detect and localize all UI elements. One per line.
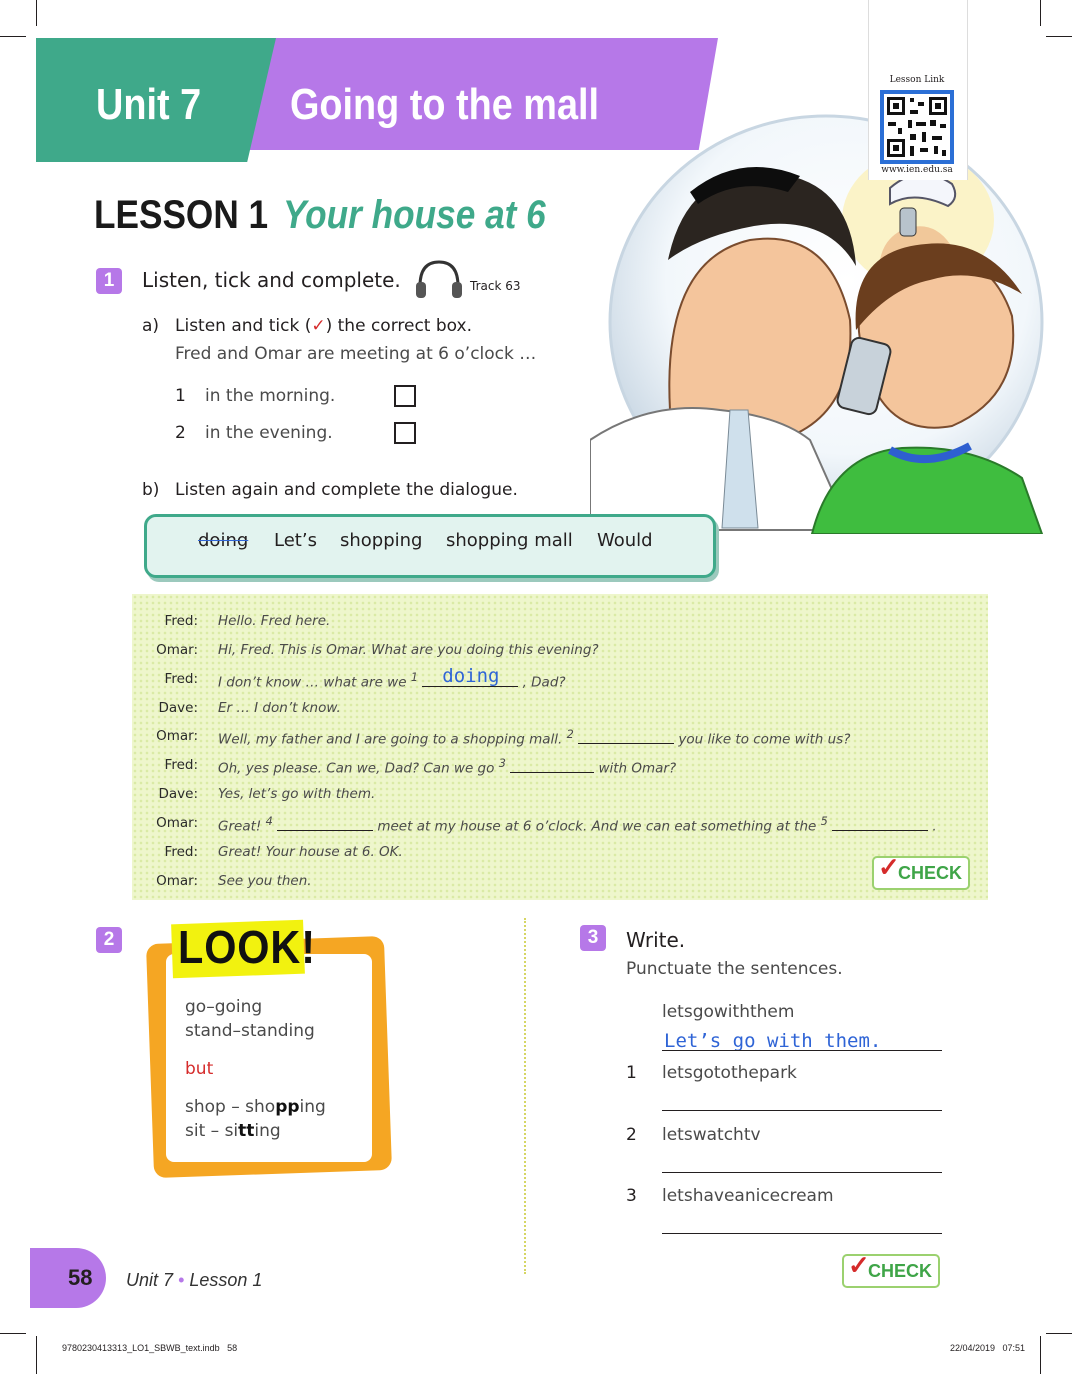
- footer-unit-lesson: Unit 7 • Lesson 1: [126, 1270, 263, 1290]
- part-b-label: b): [142, 480, 160, 500]
- option-number: 1: [175, 386, 186, 406]
- part-a-label: a): [142, 316, 160, 336]
- speaker: Omar:: [156, 642, 198, 658]
- item-prompt: letswatchtv: [662, 1125, 761, 1145]
- check-tick-icon: ✓: [848, 1250, 870, 1280]
- crop-mark: [1046, 36, 1072, 37]
- part-b-instruction: Listen again and complete the dialogue.: [175, 480, 518, 500]
- speaker: Fred:: [164, 671, 198, 687]
- headphones-icon[interactable]: [414, 258, 464, 302]
- exercise-1-instruction: Listen, tick and complete.: [142, 268, 401, 292]
- speaker: Omar:: [156, 873, 198, 889]
- print-date: 22/04/2019 07:51: [950, 1343, 1026, 1353]
- look-line-shop: shop – shopping: [185, 1097, 326, 1117]
- item-1-answer-line[interactable]: [662, 1110, 942, 1111]
- crop-mark: [0, 1333, 26, 1334]
- option-2-checkbox[interactable]: [394, 422, 416, 444]
- crop-mark: [36, 1336, 37, 1374]
- look-line: stand–standing: [185, 1021, 315, 1041]
- item-number: 3: [626, 1186, 637, 1206]
- option-number: 2: [175, 423, 186, 443]
- lesson-title: Your house at 6: [283, 193, 546, 237]
- speaker: Fred:: [164, 844, 198, 860]
- speaker: Fred:: [164, 757, 198, 773]
- print-file-info: 9780230413313_LO1_SBWB_text.indb 58: [62, 1343, 238, 1353]
- exercise-2-number: 2: [96, 927, 122, 953]
- crop-mark: [1046, 1333, 1072, 1334]
- tick-icon: ✓: [311, 316, 326, 336]
- speaker: Fred:: [164, 613, 198, 629]
- page-number: 58: [68, 1265, 93, 1290]
- look-line: go–going: [185, 997, 263, 1017]
- crop-mark: [1040, 0, 1041, 26]
- blank-3[interactable]: [510, 760, 594, 773]
- speaker: Dave:: [158, 700, 198, 716]
- blank-1[interactable]: [422, 664, 518, 687]
- track-label: Track 63: [470, 279, 521, 293]
- look-line-sit: sit – sitting: [185, 1121, 281, 1141]
- dialogue-line: Hi, Fred. This is Omar. What are you doing this evening?: [218, 642, 599, 658]
- item-prompt: letshaveanicecream: [662, 1186, 834, 1206]
- part-a-prompt: Fred and Omar are meeting at 6 o’clock …: [175, 344, 537, 364]
- option-text: in the morning.: [205, 386, 336, 406]
- item-3-answer-line[interactable]: [662, 1233, 942, 1234]
- dialogue-line: Great! $^4$ meet at my house at 6 o’clock. And we can eat something at the $^5$ .: [218, 815, 937, 835]
- item-2-answer-line[interactable]: [662, 1172, 942, 1173]
- example-prompt: letsgowiththem: [662, 1002, 795, 1022]
- lesson-number: LESSON 1: [94, 193, 269, 237]
- dialogue-line: Well, my father and I are going to a shopping mall. $^2$ you like to come with us?: [218, 728, 851, 748]
- item-prompt: letsgotothepark: [662, 1063, 797, 1083]
- speaker: Omar:: [156, 815, 198, 831]
- dialogue-line: Hello. Fred here.: [218, 613, 331, 629]
- exercise-3-number: 3: [580, 925, 606, 951]
- dialogue-line: Yes, let’s go with them.: [218, 786, 376, 802]
- speaker: Dave:: [158, 786, 198, 802]
- word-box-item: shopping mall: [446, 530, 573, 551]
- illustration-men-on-phone: [590, 110, 1046, 534]
- option-text: in the evening.: [205, 423, 333, 443]
- crop-mark: [1040, 1336, 1041, 1374]
- qr-label: Lesson Link: [889, 75, 945, 85]
- example-answer: Let’s go with them.: [664, 1030, 882, 1052]
- dialogue-line: See you then.: [218, 873, 312, 889]
- word-box-item: shopping: [340, 530, 423, 551]
- check-tick-icon: ✓: [878, 852, 900, 882]
- item-number: 1: [626, 1063, 637, 1083]
- blank-4[interactable]: [277, 818, 373, 831]
- item-number: 2: [626, 1125, 637, 1145]
- crop-mark: [0, 36, 26, 37]
- check-button[interactable]: ✓ CHECK: [872, 856, 970, 890]
- dialogue-line: Oh, yes please. Can we, Dad? Can we go $^3$ with Omar?: [218, 757, 677, 777]
- part-a-instruction: Listen and tick (✓) the correct box.: [175, 316, 473, 336]
- look-but: but: [185, 1059, 214, 1079]
- word-box-item-crossed: doing: [198, 530, 249, 551]
- blank-2[interactable]: [578, 731, 674, 744]
- example-answer-line: [662, 1050, 942, 1051]
- dialogue-line: Er … I don’t know.: [218, 700, 341, 716]
- unit-title: Going to the mall: [290, 80, 600, 129]
- qr-url[interactable]: www.ien.edu.sa: [881, 165, 953, 175]
- look-title: LOOK!: [178, 921, 316, 973]
- word-box-item: Let’s: [274, 530, 317, 551]
- speaker: Omar:: [156, 728, 198, 744]
- blank-5[interactable]: [832, 818, 928, 831]
- check-button[interactable]: ✓ CHECK: [842, 1254, 940, 1288]
- column-divider: [524, 918, 526, 1274]
- answer-1: doing: [442, 664, 500, 687]
- dialogue-line: Great! Your house at 6. OK.: [218, 844, 403, 860]
- option-1-checkbox[interactable]: [394, 385, 416, 407]
- qr-code-icon[interactable]: [880, 90, 954, 164]
- unit-label: Unit 7: [96, 80, 202, 129]
- word-box-item: Would: [597, 530, 653, 551]
- crop-mark: [36, 0, 37, 26]
- exercise-1-number: 1: [96, 268, 122, 294]
- dialogue-line: I don’t know … what are we $^1$ doing , Dad?: [218, 664, 566, 691]
- exercise-3-subtitle: Punctuate the sentences.: [626, 959, 843, 979]
- exercise-3-instruction: Write.: [626, 928, 686, 952]
